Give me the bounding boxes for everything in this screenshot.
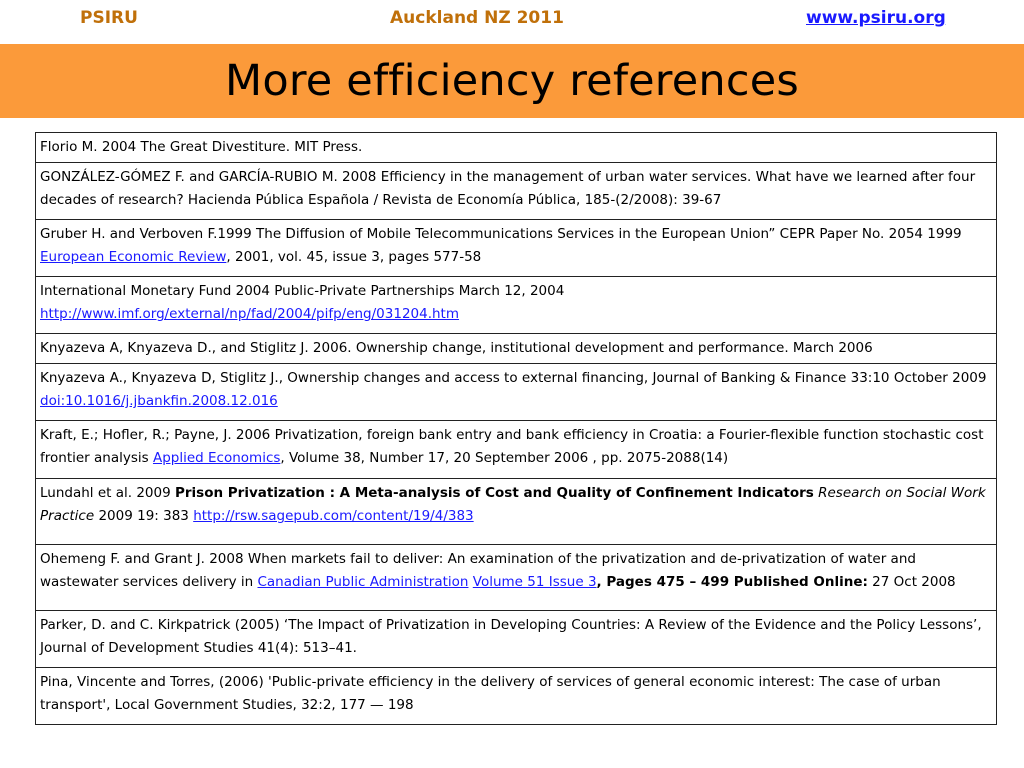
table-row <box>36 220 997 277</box>
page-title: More efficiency references <box>225 56 799 106</box>
table-row <box>36 611 997 668</box>
reference-link[interactable]: http://rsw.sagepub.com/content/19/4/383 <box>193 508 474 524</box>
reference-cell: Lundahl et al. 2009 Prison Privatization : A Meta-analysis of Cost and Quality of Confinement Indicators Research on Social Work Practice 2009 19: 383 http://rsw.sagepub.com/content/19/4/383 <box>36 479 997 545</box>
reference-link[interactable]: doi:10.1016/j.jbankfin.2008.12.016 <box>40 393 278 409</box>
reference-link[interactable]: Volume 51 Issue 3 <box>472 574 597 590</box>
references-table <box>35 132 997 725</box>
reference-cell: Knyazeva A., Knyazeva D, Stiglitz J., Ownership changes and access to external financing, Journal of Banking & Finance 33:10 October 2009 doi:10.1016/j.jbankfin.2008.12.016 <box>36 364 997 421</box>
reference-link[interactable]: European Economic Review <box>40 249 227 265</box>
header-org: PSIRU <box>80 8 138 28</box>
reference-cell: Florio M. 2004 The Great Divestiture. MIT Press. <box>36 133 997 163</box>
table-row <box>36 277 997 334</box>
table-row <box>36 133 997 163</box>
table-row <box>36 421 997 479</box>
table-row <box>36 334 997 364</box>
reference-cell: Parker, D. and C. Kirkpatrick (2005) ‘The Impact of Privatization in Developing Countries: A Review of the Evidence and the Policy Lessons’, Journal of Development Studies 41(4): 513–41. <box>36 611 997 668</box>
table-row <box>36 668 997 725</box>
table-row <box>36 163 997 220</box>
table-row <box>36 479 997 545</box>
reference-cell: Pina, Vincente and Torres, (2006) 'Public-private efficiency in the delivery of services of general economic interest: The case of urban transport', Local Government Studies, 32:2, 177 — 198 <box>36 668 997 725</box>
reference-cell: GONZÁLEZ-GÓMEZ F. and GARCÍA-RUBIO M. 2008 Efficiency in the management of urban water services. What have we learned after four decades of research? Hacienda Pública Española / Revista de Economía Pública, 185-(2/2008): 39-67 <box>36 163 997 220</box>
reference-cell: Gruber H. and Verboven F.1999 The Diffusion of Mobile Telecommunications Services in the European Union” CEPR Paper No. 2054 1999 European Economic Review, 2001, vol. 45, issue 3, pages 577-58 <box>36 220 997 277</box>
reference-cell: Knyazeva A, Knyazeva D., and Stiglitz J. 2006. Ownership change, institutional development and performance. March 2006 <box>36 334 997 364</box>
reference-cell: International Monetary Fund 2004 Public-Private Partnerships March 12, 2004 http://www.imf.org/external/np/fad/2004/pifp/eng/031204.htm <box>36 277 997 334</box>
header-bar <box>0 0 1024 42</box>
table-row <box>36 545 997 611</box>
header-website-link[interactable]: www.psiru.org <box>806 8 946 28</box>
table-row <box>36 364 997 421</box>
header-event: Auckland NZ 2011 <box>390 8 564 28</box>
reference-cell: Kraft, E.; Hofler, R.; Payne, J. 2006 Privatization, foreign bank entry and bank efficiency in Croatia: a Fourier-flexible function stochastic cost frontier analysis Applied Economics, Volume 38, Number 17, 20 September 2006 , pp. 2075-2088(14) <box>36 421 997 479</box>
reference-link[interactable]: Canadian Public Administration <box>257 574 469 590</box>
reference-link[interactable]: Applied Economics <box>152 450 281 466</box>
reference-cell: Ohemeng F. and Grant J. 2008 When markets fail to deliver: An examination of the privatization and de-privatization of water and wastewater services delivery in Canadian Public Administration Volume 51 Issue 3, Pages 475 – 499 Published Online: 27 Oct 2008 <box>36 545 997 611</box>
title-banner <box>0 44 1024 118</box>
reference-link[interactable]: http://www.imf.org/external/np/fad/2004/pifp/eng/031204.htm <box>40 306 460 322</box>
